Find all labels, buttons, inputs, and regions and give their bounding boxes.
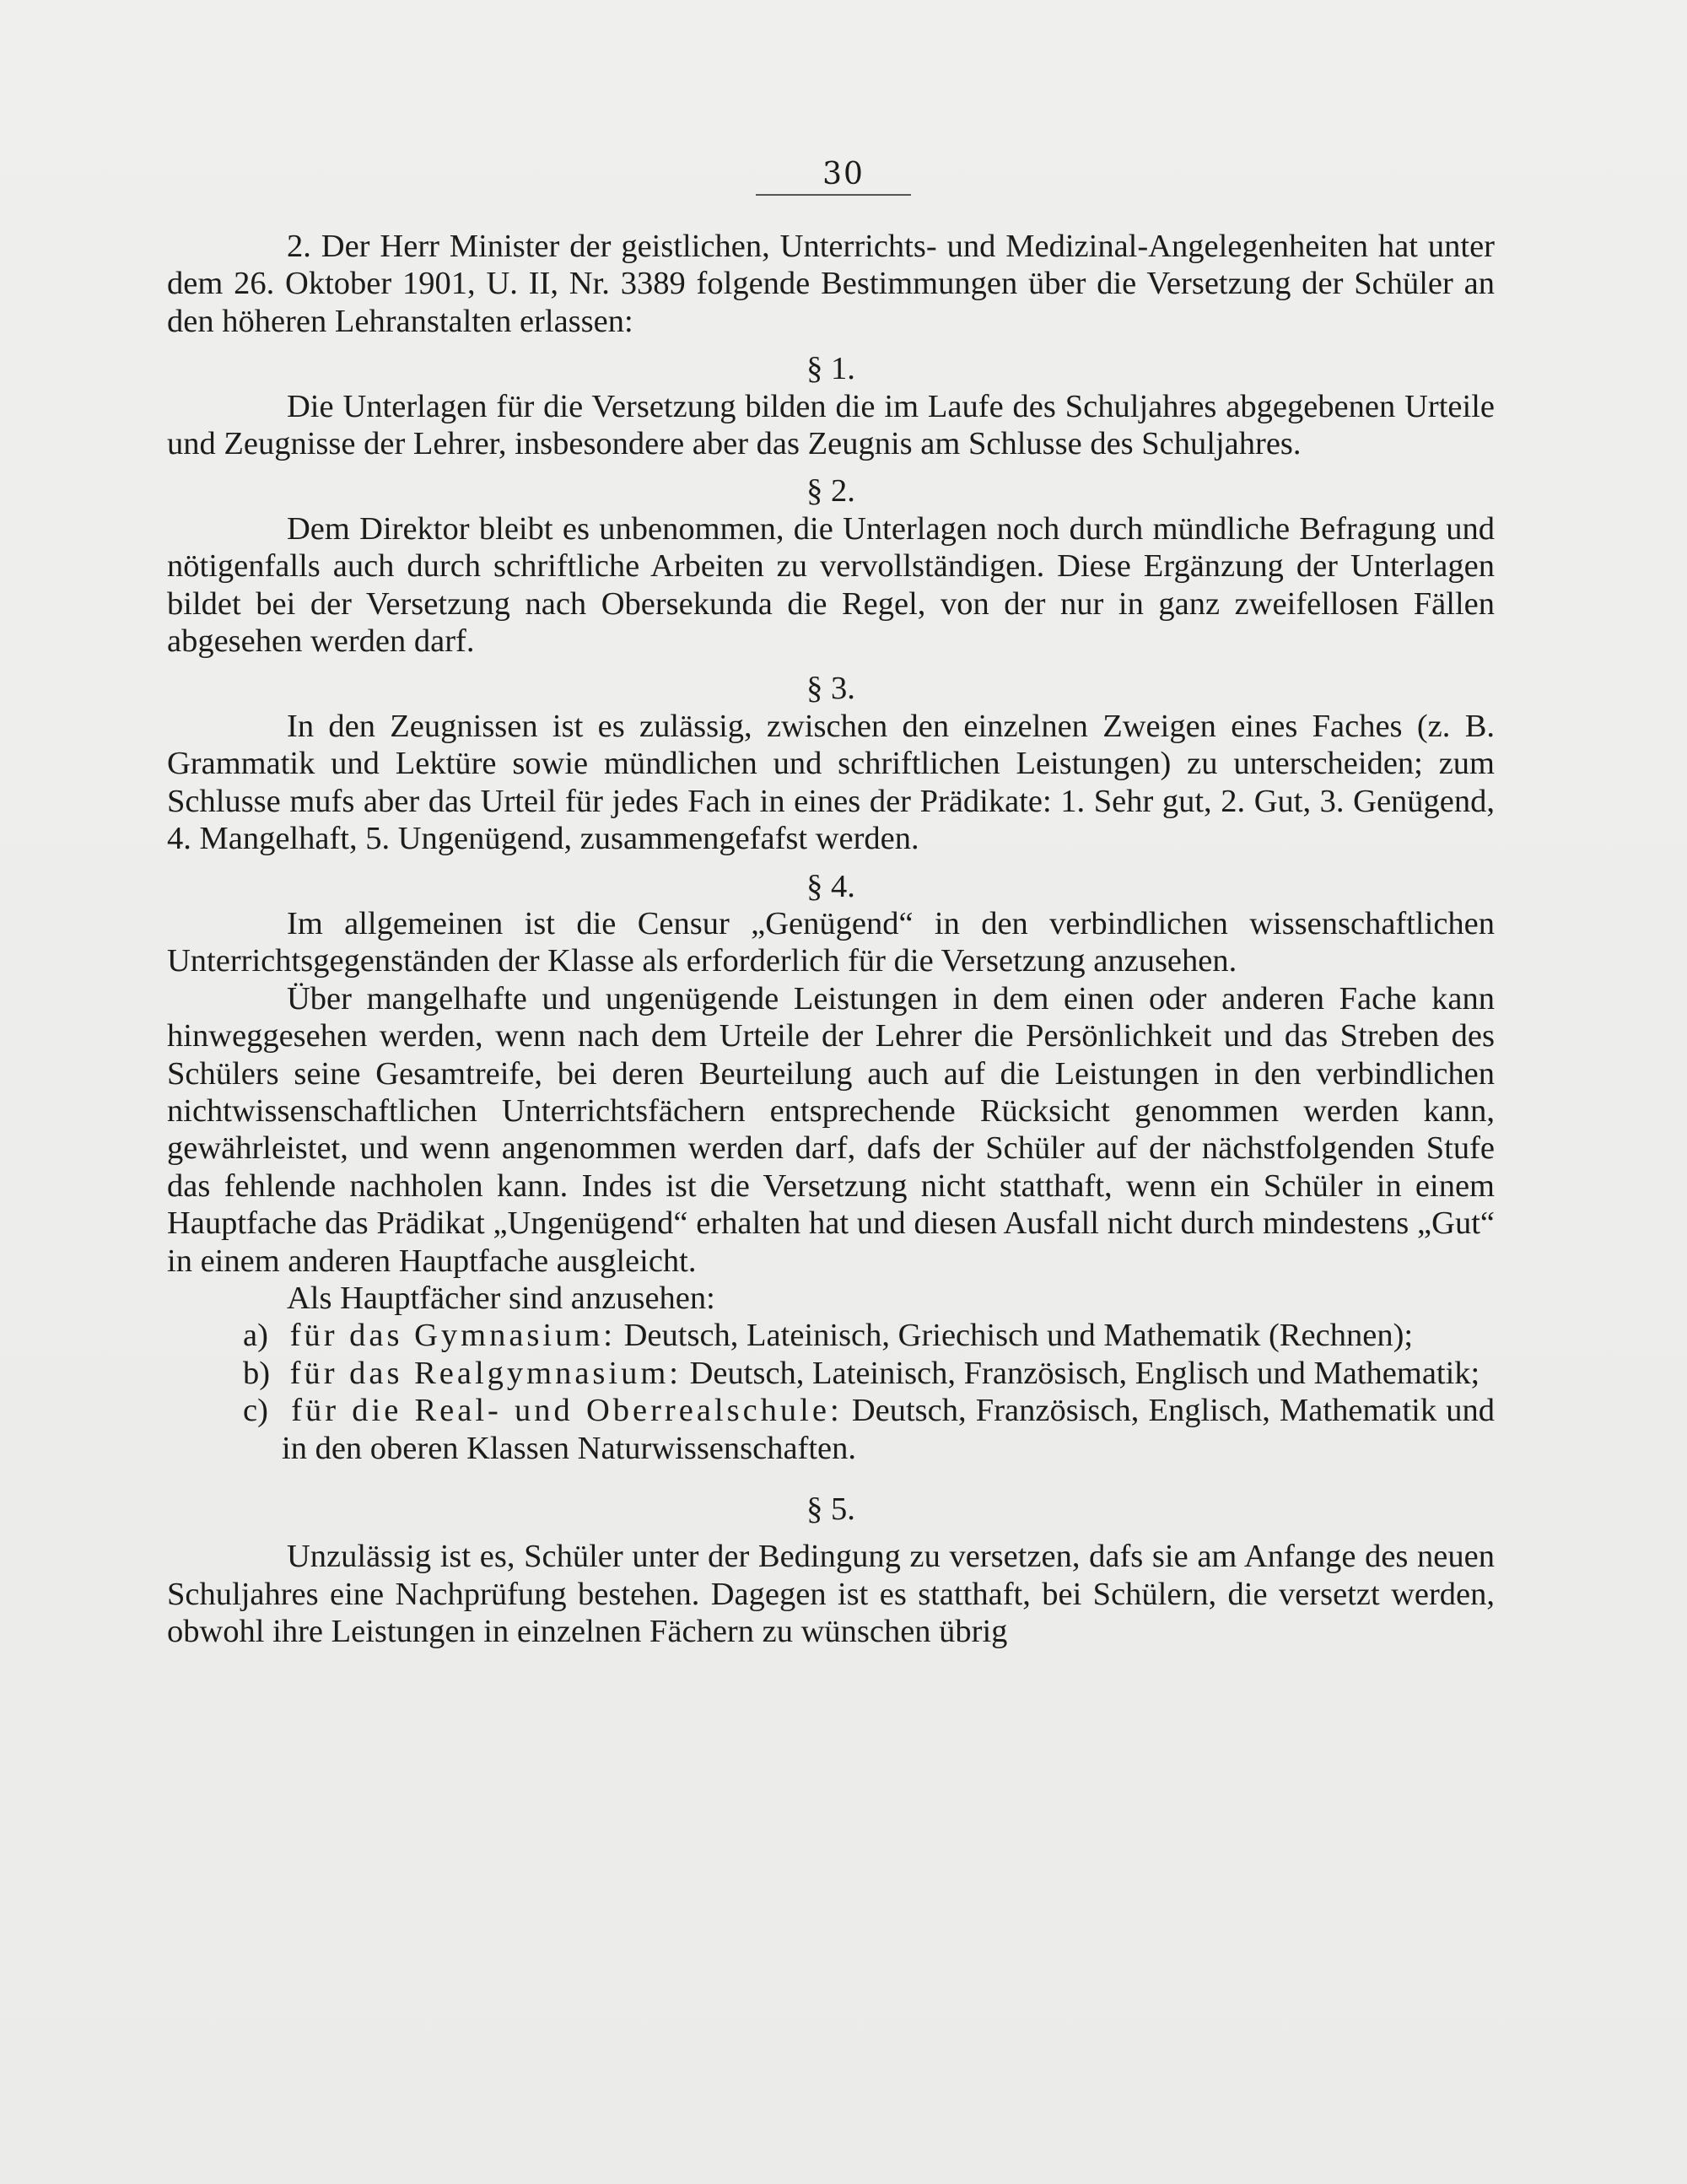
list-item-school: für das Realgymnasium: [289,1355,682,1391]
list-item [167,1355,1495,1392]
section-2-heading: § 2. [806,473,855,510]
section-2-text: Dem Direktor bleibt es unbenommen, die Unterlagen noch durch mündliche Befragung und nötigenfalls auch durch schriftliche Arbeiten zu vervollständigen. Diese Ergänzung der Unterlagen bildet bei der Versetzung nach Obersekunda die Regel, von der nur in ganz zweifellosen Fällen abgesehen werden darf. [167,510,1495,660]
list-item-subjects: Deutsch, Lateinisch, Französisch, Englisch und Mathematik; [689,1355,1480,1391]
section-3-text: In den Zeugnissen ist es zulässig, zwischen den einzelnen Zweigen eines Faches (z. B. Grammatik und Lektüre sowie mündlichen und schriftlichen Leistungen) zu unterscheiden; zum Schlusse mufs aber das Urteil für jedes Fach in eines der Prädikate: 1. Sehr gut, 2. Gut, 3. Genügend, 4. Mangelhaft, 5. Ungenügend, zusammengefafst werden. [167,708,1495,857]
section-5-text: Unzulässig ist es, Schüler unter der Bedingung zu versetzen, dafs sie am Anfange des neuen Schuljahres eine Nachprüfung bestehen. Dagegen ist es statthaft, bei Schülern, die versetzt werden, obwohl ihre Leistungen in einzelnen Fächern zu wünschen übrig [167,1539,1495,1650]
main-subjects-list [167,1317,1495,1467]
page-number: 30 [822,157,865,191]
section-4-heading: § 4. [806,868,855,904]
section-4-paragraph-1: Im allgemeinen ist die Censur „Genügend“ in den verbindlichen wissenschaftlichen Unterrichtsgegenständen der Klasse als erforderlich für die Versetzung anzusehen. [167,905,1495,979]
page-number-rule [756,194,911,196]
list-item [167,1392,1495,1467]
section-1-text: Die Unterlagen für die Versetzung bilden die im Laufe des Schuljahres abgegebenen Urteile und Zeugnisse der Lehrer, insbesondere aber das Zeugnis am Schlusse des Schuljahres. [167,388,1495,462]
section-1-heading: § 1. [806,351,855,387]
section-4-paragraph-2: Über mangelhafte und ungenügende Leistungen in dem einen oder anderen Fache kann hinweggesehen werden, wenn nach dem Urteile der Lehrer die Persönlichkeit und das Streben des Schülers seine Gesamtreife, bei deren Beurteilung auch auf die Leistungen in den verbindlichen nichtwissenschaftlichen Unterrichtsfächern entsprechende Rücksicht genommen werden kann, gewährleistet, und wenn angenommen werden darf, dafs der Schüler auf der nächstfolgenden Stufe das fehlende nachholen kann. Indes ist die Versetzung nicht statthaft, wenn ein Schüler in einem Hauptfache das Prädikat „Ungenügend“ erhalten hat und diesen Ausfall nicht durch mindestens „Gut“ in einem anderen Hauptfache ausgleicht. [167,980,1495,1279]
list-item-school: für das Gymnasium: [289,1318,616,1354]
section-5-heading: § 5. [806,1491,855,1527]
section-4-paragraph-3: Als Hauptfächer sind anzusehen: [287,1280,715,1316]
list-item-subjects: Deutsch, Französisch, Englisch, Mathematik und in den oberen Klassen Naturwissenschaften. [282,1393,1496,1466]
section-3-heading: § 3. [806,671,855,707]
document-body [167,228,1495,1651]
list-item-label: a) [243,1318,268,1354]
list-item-label: c) [243,1393,268,1429]
intro-paragraph: 2. Der Herr Minister der geistlichen, Unterrichts- und Medizinal-Angelegenheiten hat unter dem 26. Oktober 1901, U. II, Nr. 3389 folgende Bestimmungen über die Versetzung der Schüler an den höheren Lehranstalten erlassen: [167,229,1495,339]
list-item-school: für die Real- und Oberrealschule: [291,1393,843,1429]
list-item [167,1317,1495,1354]
list-item-label: b) [243,1355,271,1391]
list-item-subjects: Deutsch, Lateinisch, Griechisch und Mathematik (Rechnen); [623,1318,1414,1354]
